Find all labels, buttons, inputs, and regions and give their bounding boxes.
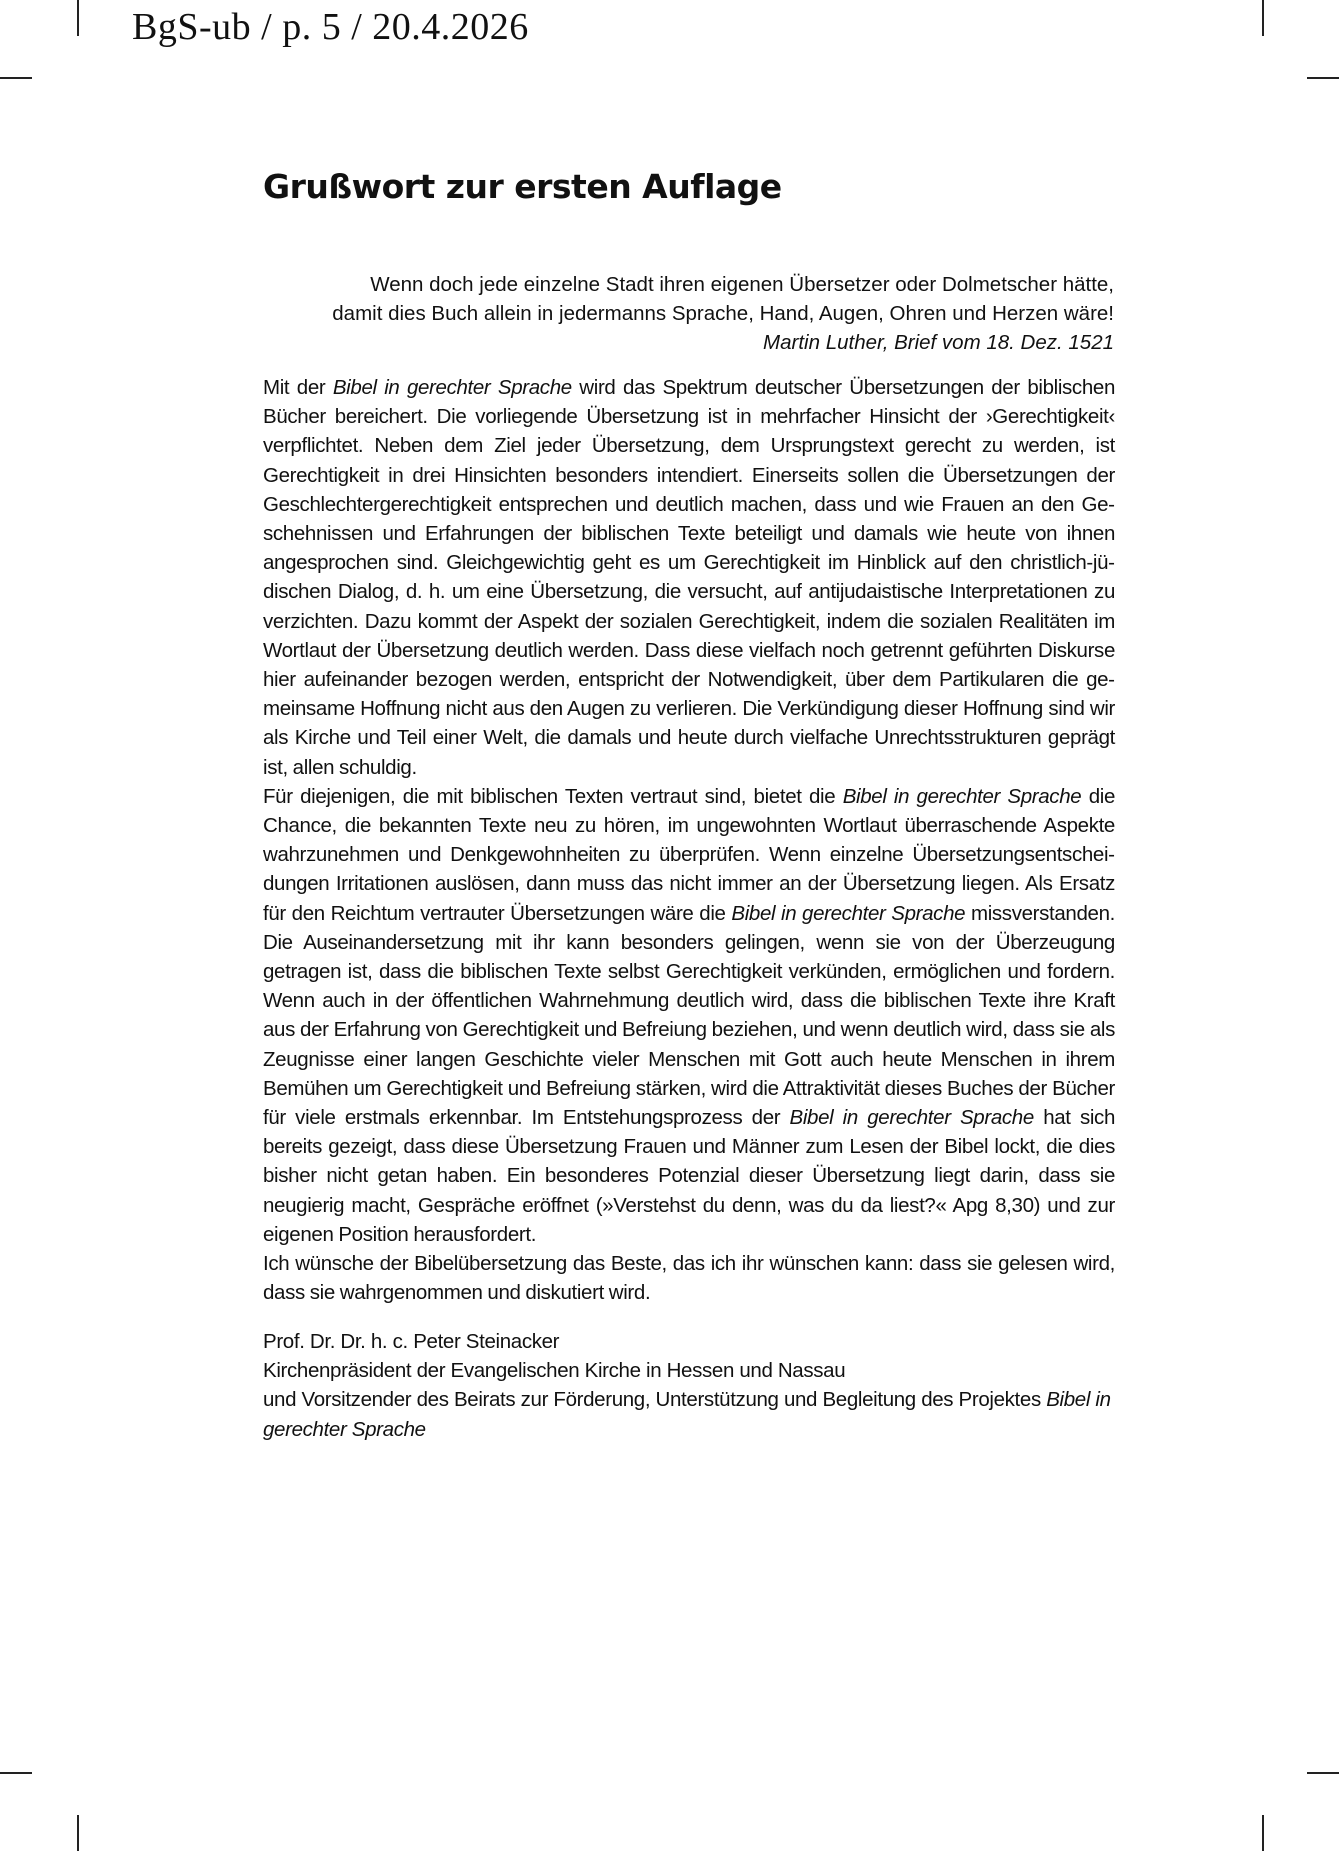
crop-mark-bottom-right <box>1262 1815 1264 1851</box>
book-title-italic: Bibel in gerechter Sprache <box>842 784 1082 808</box>
crop-mark-right-upper <box>1307 77 1339 79</box>
paragraph: Ich wünsche der Bibelübersetzung das Beste, das ich ihr wünschen kann: dass sie gelesen wird, dass sie wahrgenommen und diskutiert wird. <box>263 1252 1115 1305</box>
book-title-italic: Bibel in gerechter Sprache <box>789 1106 1034 1130</box>
text-run: missverstanden. Die Auseinandersetzung mit ihr kann besonders gelingen, wenn sie von der Überzeugung getragen ist, dass die biblischen Texte selbst Gerechtigkeit verkünden, ermöglichen und fordern. Wenn auch in der öffentlichen Wahrnehmung deutlich wird, dass die biblischen Texte ihre Kraft aus der Erfahrung von Gerechtigkeit und Befreiung beziehen, und wenn deutlich wird, dass sie als Zeugnisse einer langen Geschichte vieler Menschen mit Gott auch heute Menschen in ihrem Bemühen um Gerechtigkeit und Befreiung stärken, wird die Attraktivität dieses Buches der Bücher für viele erstmals erkennbar. Im Entstehungsprozess der <box>263 901 1115 1130</box>
epigraph <box>300 270 1114 357</box>
text-run: wird das Spektrum deutscher Übersetzungen der biblischen Bücher bereichert. Die vorliegende Übersetzung ist in mehrfacher Hinsicht der ›Gerechtigkeit‹ verpflichtet. Neben dem Ziel jeder Übersetzung, dem Ursprungstext gerecht zu werden, ist Gerechtigkeit in drei Hinsichten besonders intendiert. Einerseits sollen die Übersetzungen der Geschlechtergerechtigkeit entsprechen und deutlich machen, dass und wie Frauen an den Geschehnissen und Erfahrungen der biblischen Texte beteiligt und damals wie heute von ihnen angesprochen sind. Gleichgewichtig geht es um Gerechtigkeit im Hinblick auf den christlich-jüdischen Dialog, d. h. um eine Übersetzung, die versucht, auf antijudaistische Interpretationen zu verzichten. Dazu kommt der Aspekt der sozialen Gerechtigkeit, indem die sozialen Realitäten im Wortlaut der Übersetzung deutlich werden. Dass diese vielfach noch getrennt geführten Diskurse hier aufeinander bezogen werden, entspricht der Notwendigkeit, über dem Partikularen die gemeinsame Hoffnung nicht aus den Augen zu verlieren. Die Verkündigung dieser Hoffnung sind wir als Kirche und Teil einer Welt, die damals und heute durch vielfache Unrechtsstrukturen geprägt ist, allen schuldig. <box>263 376 1115 779</box>
epigraph-line: damit dies Buch allein in jedermanns Sprache, Hand, Augen, Ohren und Herzen wäre! <box>332 302 1114 325</box>
crop-mark-right-lower <box>1307 1772 1339 1774</box>
text-run: die Chance, die bekannten Texte neu zu hören, im ungewohnten Wortlaut überraschende Aspekte wahrzunehmen und Denkgewohnheiten zu überprüfen. Wenn einzelne Übersetzungsentscheidungen Irritationen auslösen, dann muss das nicht immer an der Übersetzung liegen. Als Ersatz für den Reichtum vertrauter Übersetzungen wäre die <box>263 784 1116 925</box>
text-run: hat sich bereits gezeigt, dass diese Übersetzung Frauen und Männer zum Lesen der Bibel lockt, die dies bisher nicht getan haben. Ein besonderes Potenzial dieser Übersetzung liegt darin, dass sie neugierig macht, Gespräche eröffnet (»Verstehst du denn, was du da liest?« Apg 8,30) und zur eigenen Position herausfordert. <box>263 1106 1115 1246</box>
book-title-italic: Bibel in gerechter Sprache <box>263 1388 1111 1441</box>
crop-mark-left-lower <box>0 1772 32 1774</box>
crop-mark-top-right <box>1262 0 1264 36</box>
signature-block <box>263 1327 1118 1444</box>
signature-name: Prof. Dr. Dr. h. c. Peter Steinacker <box>263 1330 560 1353</box>
epigraph-source: Martin Luther, Brief vom 18. Dez. 1521 <box>763 331 1114 354</box>
text-run: Für diejenigen, die mit biblischen Texten vertraut sind, bietet die <box>263 784 843 808</box>
signature-role-2 <box>263 1385 1118 1443</box>
page-title: Grußwort zur ersten Auflage <box>263 167 782 206</box>
body-text <box>263 373 1115 1308</box>
text-run: und Vorsitzender des Beirats zur Förderung, Unterstützung und Begleitung des Projektes <box>263 1388 1047 1412</box>
signature-role: Kirchenpräsident der Evangelischen Kirche in Hessen und Nassau <box>263 1359 846 1383</box>
crop-mark-top-left <box>77 0 79 36</box>
book-title-italic: Bibel in gerechter Sprache <box>332 376 572 399</box>
crop-mark-left-upper <box>0 77 32 79</box>
book-title-italic: Bibel in gerechter Sprache <box>731 901 966 925</box>
running-head: BgS-ub / p. 5 / 20.4.2026 <box>132 6 529 48</box>
text-run: Mit der <box>263 376 333 399</box>
paragraph <box>263 782 1115 1249</box>
paragraph <box>263 373 1115 782</box>
epigraph-line: Wenn doch jede einzelne Stadt ihren eigenen Übersetzer oder Dolmetscher hätte, <box>370 273 1114 296</box>
crop-mark-bottom-left <box>77 1815 79 1851</box>
